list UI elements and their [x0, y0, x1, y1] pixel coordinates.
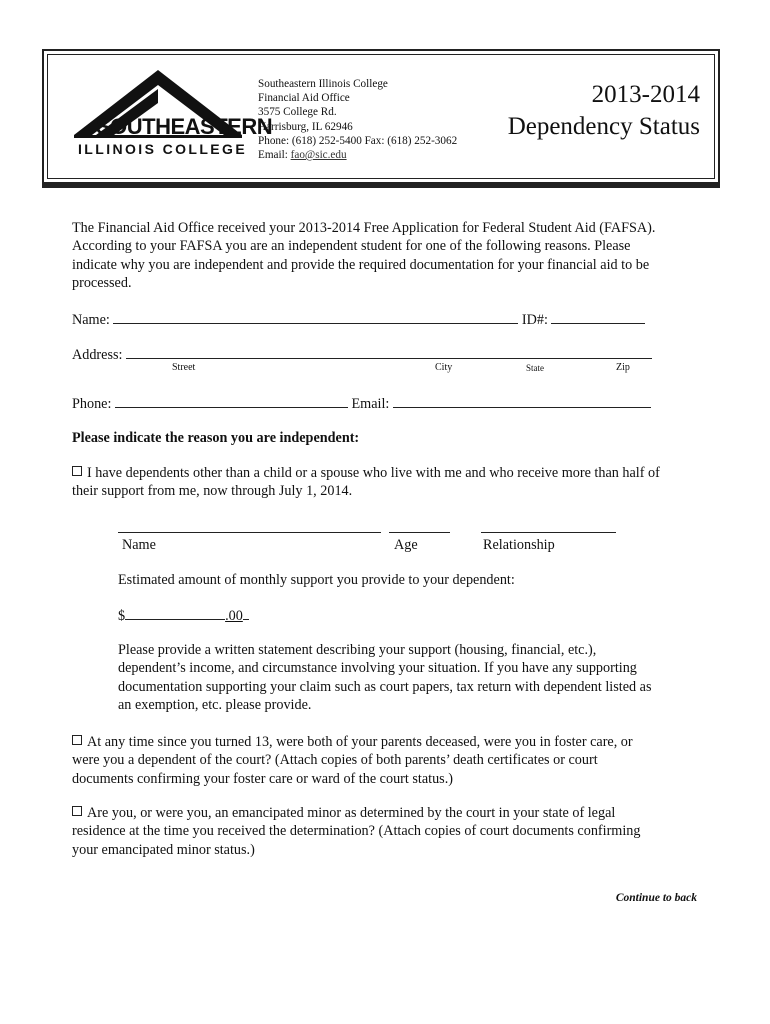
dollar-sign: $ — [118, 608, 126, 624]
intro-paragraph — [72, 219, 655, 293]
reason-2 — [72, 733, 633, 788]
dependent-relationship-caption: Relationship — [483, 537, 555, 553]
reasons-heading: Please indicate the reason you are independent: — [72, 430, 360, 446]
address-label: Address: — [72, 347, 123, 363]
contact-email-link[interactable]: fao@sic.edu — [290, 149, 347, 162]
dependent-age-line[interactable] — [389, 531, 450, 533]
dependent-age-caption: Age — [394, 537, 418, 553]
id-field[interactable] — [551, 310, 645, 324]
statement-line: dependent’s income, and circumstance involving your situation. If you have any supporting — [118, 660, 637, 677]
name-label: Name: — [72, 312, 110, 328]
intro-line: According to your FAFSA you are an independent student for one of the following reasons. Please — [72, 238, 631, 255]
reason-3-checkbox[interactable] — [72, 806, 82, 816]
phone-label: Phone: — [72, 396, 112, 412]
written-statement-instructions — [118, 641, 651, 715]
reason-3-line — [72, 804, 640, 822]
contact-city: Harrisburg, IL 62946 — [258, 120, 353, 133]
name-id-row — [72, 310, 645, 329]
dependent-name-line[interactable] — [118, 531, 381, 533]
logo-text-southeastern: SOUTHEASTERN — [96, 114, 273, 139]
reason-3-text: Are you, or were you, an emancipated minor as determined by the court in your state of legal — [87, 805, 616, 821]
reason-2-line — [72, 733, 633, 751]
contact-org: Southeastern Illinois College — [258, 78, 388, 90]
reason-1 — [72, 464, 660, 501]
phone-field[interactable] — [115, 394, 348, 408]
state-caption: State — [526, 363, 544, 373]
statement-line: Please provide a written statement describing your support (housing, financial, etc.), — [118, 642, 597, 658]
intro-line: The Financial Aid Office received your 2013-2014 Free Application for Federal Student Aid (FAFSA). — [72, 220, 656, 236]
reason-2-text: At any time since you turned 13, were both of your parents deceased, were you in foster care, or — [87, 734, 633, 750]
college-logo — [60, 67, 273, 163]
statement-line: documentation supporting your claim such as court papers, tax return with dependent listed as — [118, 678, 652, 695]
contact-phone-fax: Phone: (618) 252-5400 Fax: (618) 252-3062 — [258, 134, 458, 147]
intro-line: indicate why you are independent and provide the required documentation for your financial aid to be — [72, 256, 650, 273]
intro-line: processed. — [72, 275, 132, 292]
dependent-relationship-line[interactable] — [481, 531, 616, 533]
address-row — [72, 345, 652, 364]
amount-tail-line — [243, 606, 249, 620]
reason-2-text: documents confirming your foster care or ward of the court status.) — [72, 770, 453, 787]
amount-cents: .00 — [225, 608, 243, 624]
monthly-support-prompt: Estimated amount of monthly support you provide to your dependent: — [118, 572, 515, 588]
logo-text-illinois-college: ILLINOIS COLLEGE — [78, 141, 248, 157]
city-caption: City — [435, 362, 453, 373]
reason-1-checkbox[interactable] — [72, 466, 82, 476]
reason-1-text: their support from me, now through July 1, 2014. — [72, 483, 353, 500]
email-label: Email: — [351, 396, 390, 412]
reason-2-text: were you a dependent of the court? (Attach copies of both parents’ death certificates or court — [72, 752, 598, 769]
header-box — [42, 49, 720, 184]
street-caption: Street — [172, 362, 196, 373]
phone-email-row — [72, 394, 651, 413]
dependent-name-caption: Name — [122, 537, 156, 553]
monthly-support-amount — [118, 606, 249, 625]
address-field[interactable] — [126, 345, 652, 359]
title-block — [508, 79, 700, 143]
contact-email-label: Email: — [258, 149, 291, 162]
reason-3-text: residence at the time you received the determination? (Attach copies of court documents confirming — [72, 823, 641, 840]
amount-field[interactable] — [125, 606, 225, 620]
zip-caption: Zip — [616, 362, 630, 373]
contact-block — [258, 77, 457, 162]
reason-2-checkbox[interactable] — [72, 735, 82, 745]
contact-email-row — [258, 148, 457, 162]
email-field[interactable] — [393, 394, 651, 408]
contact-street: 3575 College Rd. — [258, 106, 337, 119]
reason-1-line — [72, 464, 660, 482]
contact-office: Financial Aid Office — [258, 92, 350, 105]
reason-3 — [72, 804, 640, 859]
id-label: ID#: — [521, 312, 548, 328]
statement-line: an exemption, etc. please provide. — [118, 697, 312, 714]
name-field[interactable] — [113, 310, 518, 324]
form-year: 2013-2014 — [591, 81, 700, 108]
continue-to-back-note: Continue to back — [615, 892, 697, 904]
reason-3-text: your emancipated minor status.) — [72, 841, 255, 858]
form-title: Dependency Status — [507, 113, 700, 140]
reason-1-text: I have dependents other than a child or a spouse who live with me and who receive more than half of — [87, 465, 660, 481]
